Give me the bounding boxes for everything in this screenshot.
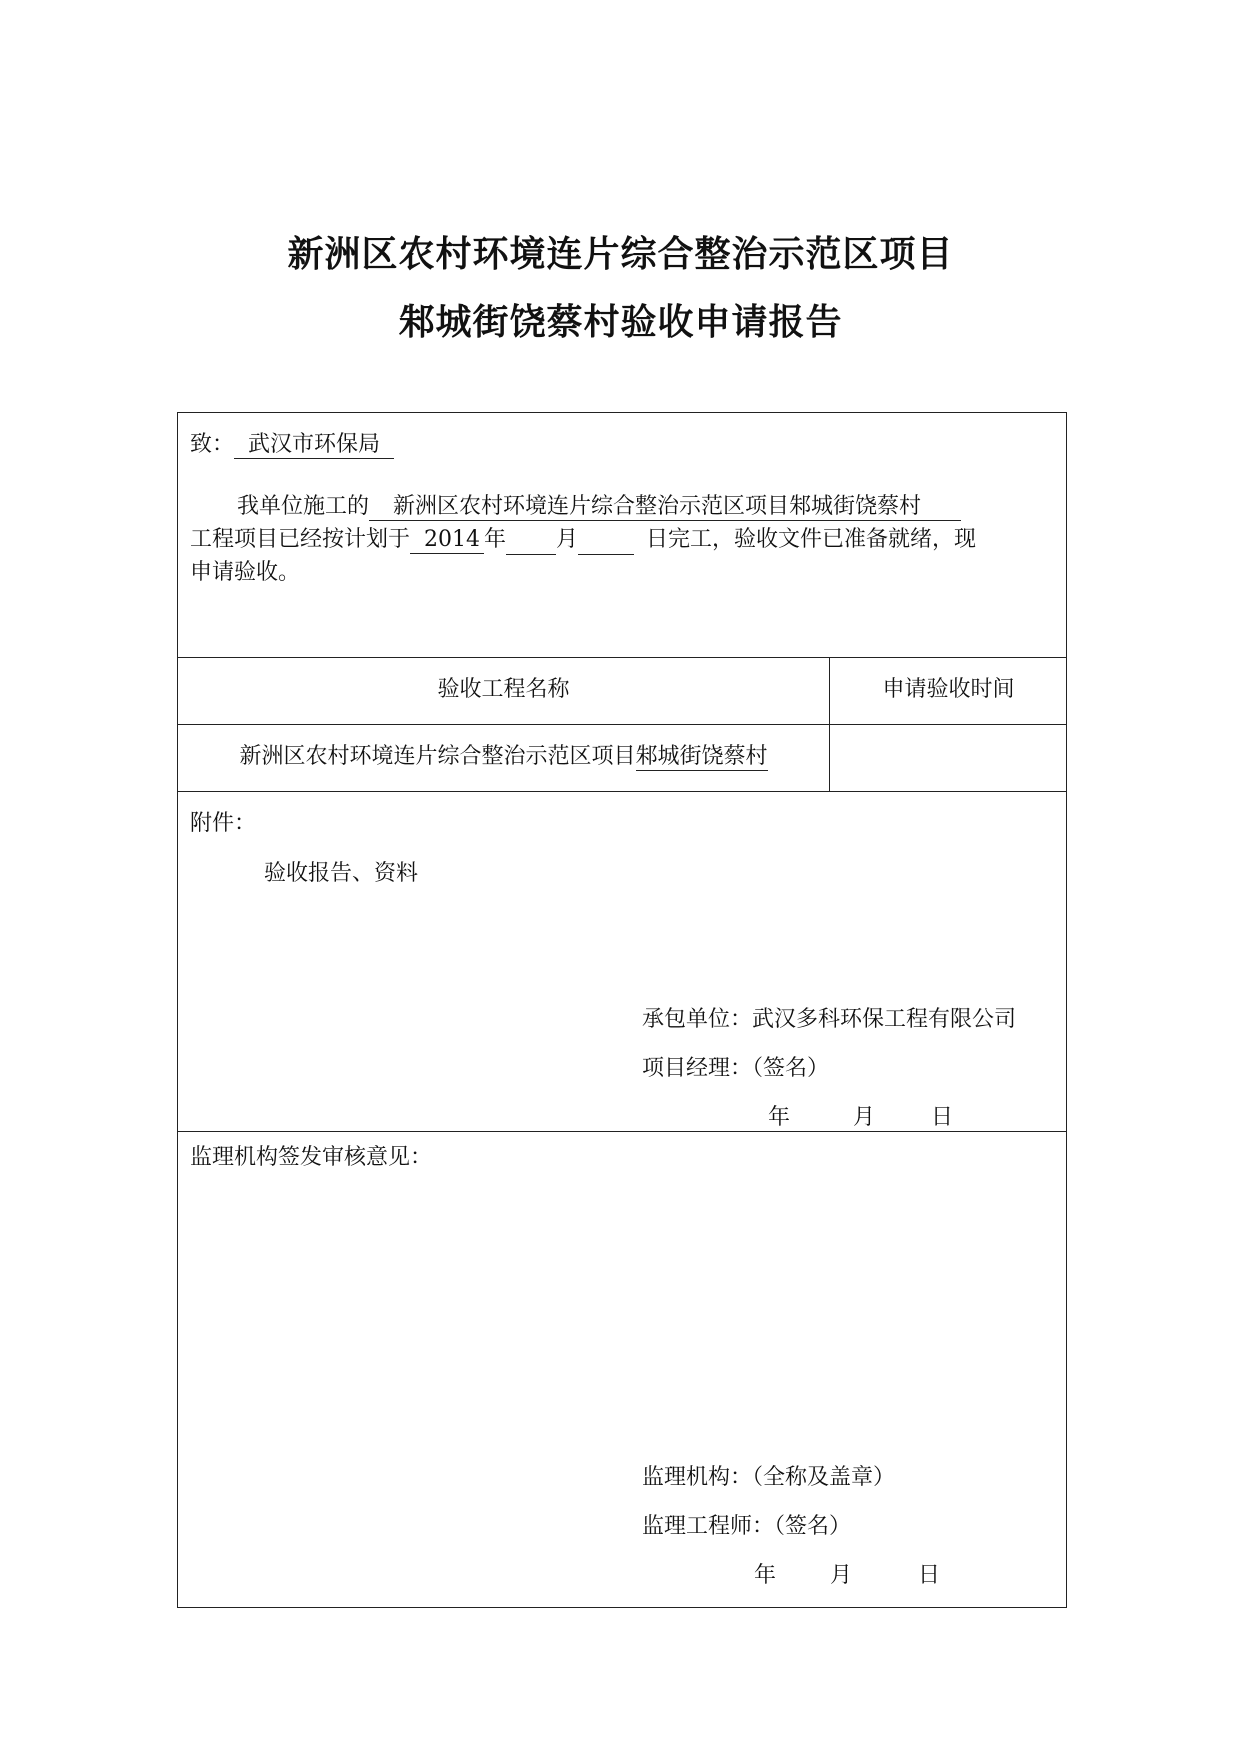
- divider: [178, 724, 1066, 725]
- application-form: [177, 412, 1067, 1608]
- attachments-content: 验收报告、资料: [264, 861, 419, 886]
- row-name-plain: 新洲区农村环境连片综合整治示范区项目: [239, 744, 636, 769]
- table-header-request-time: 申请验收时间: [882, 677, 1015, 702]
- supervision-date-day: 日: [918, 1563, 941, 1588]
- intro-prefix: 我单位施工的: [237, 494, 370, 519]
- intro-line2-suffix: 日完工，验收文件已准备就绪，现: [646, 527, 977, 552]
- divider: [178, 791, 1066, 792]
- row-name-underlined: 邾城街饶蔡村: [635, 744, 768, 769]
- supervision-engineer-signature: 监理工程师：（签名）: [642, 1514, 852, 1539]
- divider: [178, 657, 1066, 658]
- table-row-project-name: [178, 742, 829, 772]
- supervision-org-label: 监理机构：（全称及盖章）: [642, 1465, 896, 1490]
- contractor-unit-value: 武汉多科环保工程有限公司: [752, 1007, 1017, 1032]
- document-title-line1: 新洲区农村环境连片综合整治示范区项目: [287, 234, 954, 275]
- intro-line3: 申请验收。: [190, 560, 301, 585]
- to-label: 致：: [190, 432, 235, 457]
- supervision-date-month: 月: [830, 1563, 853, 1588]
- contractor-date-year: 年: [768, 1105, 791, 1130]
- contractor-date-month: 月: [853, 1105, 876, 1130]
- intro-line2: [190, 525, 976, 555]
- intro-line1: [237, 492, 961, 522]
- document-title-line2: 邾城街饶蔡村验收申请报告: [398, 302, 843, 343]
- table-header-project-name: 验收工程名称: [437, 677, 570, 702]
- attachments-label: 附件：: [190, 811, 257, 836]
- supervision-date-year: 年: [754, 1563, 777, 1588]
- intro-line2-prefix: 工程项目已经按计划于: [190, 527, 411, 552]
- contractor-unit-label: 承包单位：: [642, 1007, 753, 1032]
- to-line: [190, 430, 394, 460]
- supervision-opinion-label: 监理机构签发审核意见：: [190, 1145, 433, 1170]
- contractor-unit-line: [642, 1005, 1016, 1035]
- day-field: [578, 528, 634, 555]
- month-unit: 月: [556, 527, 579, 552]
- project-manager-signature: 项目经理：（签名）: [642, 1056, 830, 1081]
- year-field: 2014: [410, 527, 484, 554]
- recipient-field: 武汉市环保局: [234, 432, 394, 459]
- contractor-date-day: 日: [931, 1105, 954, 1130]
- year-unit: 年: [484, 527, 507, 552]
- project-name-field: 新洲区农村环境连片综合整治示范区项目邾城街饶蔡村: [369, 494, 961, 521]
- month-field: [506, 528, 556, 555]
